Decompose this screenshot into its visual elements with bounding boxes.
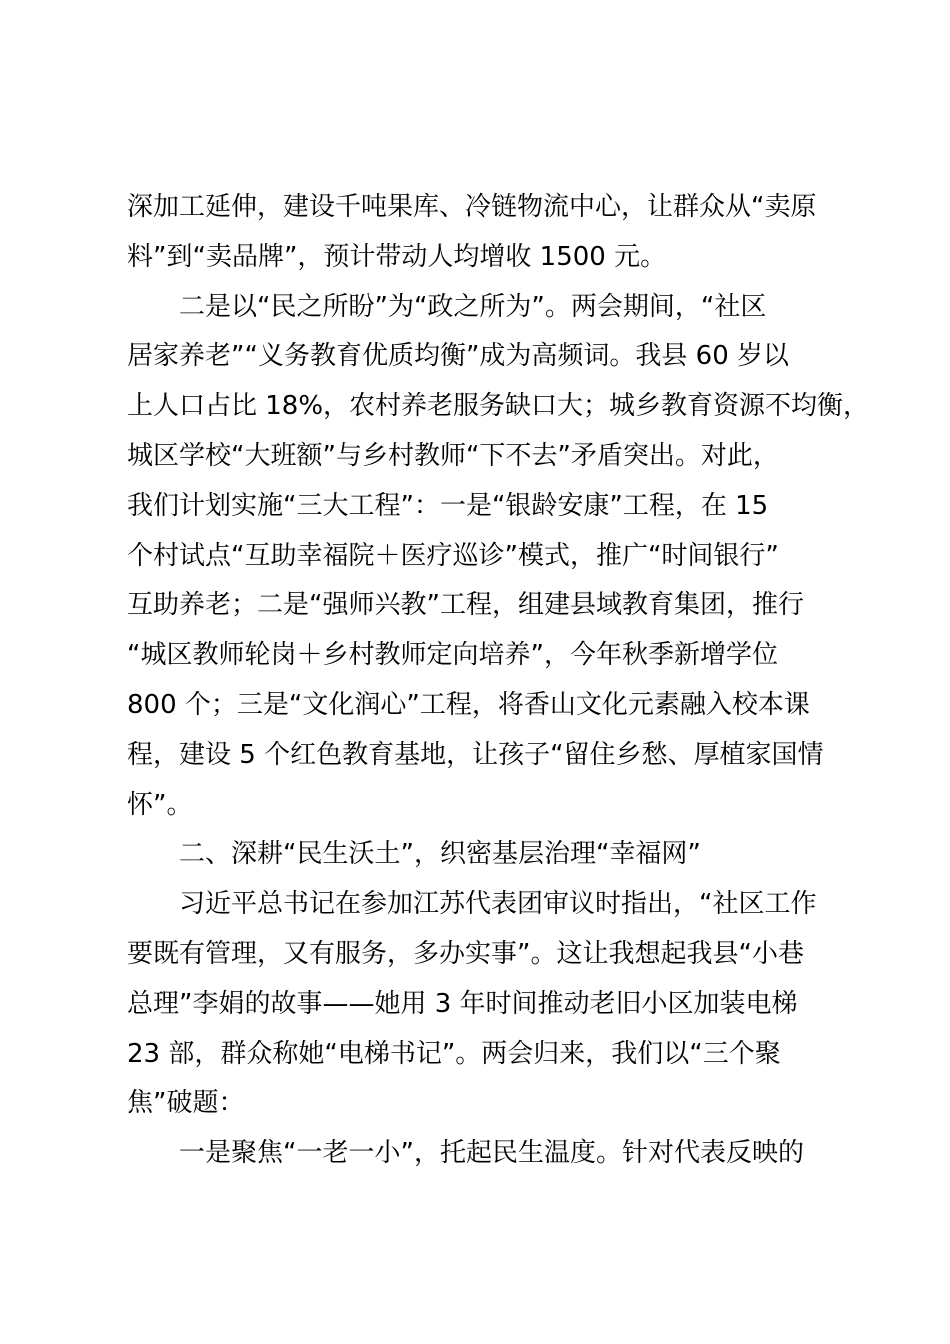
text-line: 个村试点“互助幸福院＋医疗巡诊”模式，推广“时间银行” [127,540,779,571]
text-line: 焦”破题： [127,1088,245,1119]
text-line: 深加工延伸，建设千吨果库、冷链物流中心，让群众从“卖原 [127,192,817,222]
section-heading: 二、深耕“民生沃土”，织密基层治理“幸福网” [179,839,701,870]
text-line: 23 部，群众称她“电梯书记”。两会归来，我们以“三个聚 [127,1038,781,1069]
text-line: 城区学校“大班额”与乡村教师“下不去”矛盾突出。对此， [127,440,779,471]
text-line: 800 个；三是“文化润心”工程，将香山文化元素融入校本课 [127,689,810,720]
text-line: 料”到“卖品牌”，预计带动人均增收 1500 元。 [127,241,667,272]
text-line: “城区教师轮岗＋乡村教师定向培养”，今年秋季新增学位 [127,640,778,671]
document-body [127,183,870,1179]
text-line: 我们计划实施“三大工程”：一是“银龄安康”工程，在 15 [127,490,769,521]
text-line: 程，建设 5 个红色教育基地，让孩子“留住乡愁、厚植家国情 [127,739,824,770]
paragraph-first-line: 二是以“民之所盼”为“政之所为”。两会期间，“社区 [179,291,767,322]
text-line: 总理”李娟的故事——她用 3 年时间推动老旧小区加装电梯 [127,988,798,1019]
text-line: 互助养老；二是“强师兴教”工程，组建县域教育集团，推行 [127,590,804,621]
text-line: 要既有管理，又有服务，多办实事”。这让我想起我县“小巷 [127,938,804,969]
paragraph-first-line: 一是聚焦“一老一小”，托起民生温度。针对代表反映的 [179,1138,804,1169]
text-line: 居家养老”“义务教育优质均衡”成为高频词。我县 60 岁以 [127,341,790,372]
text-line: 上人口占比 18%，农村养老服务缺口大；城乡教育资源不均衡， [127,391,870,422]
paragraph-first-line: 习近平总书记在参加江苏代表团审议时指出，“社区工作 [179,889,817,920]
text-line: 怀”。 [127,789,193,820]
